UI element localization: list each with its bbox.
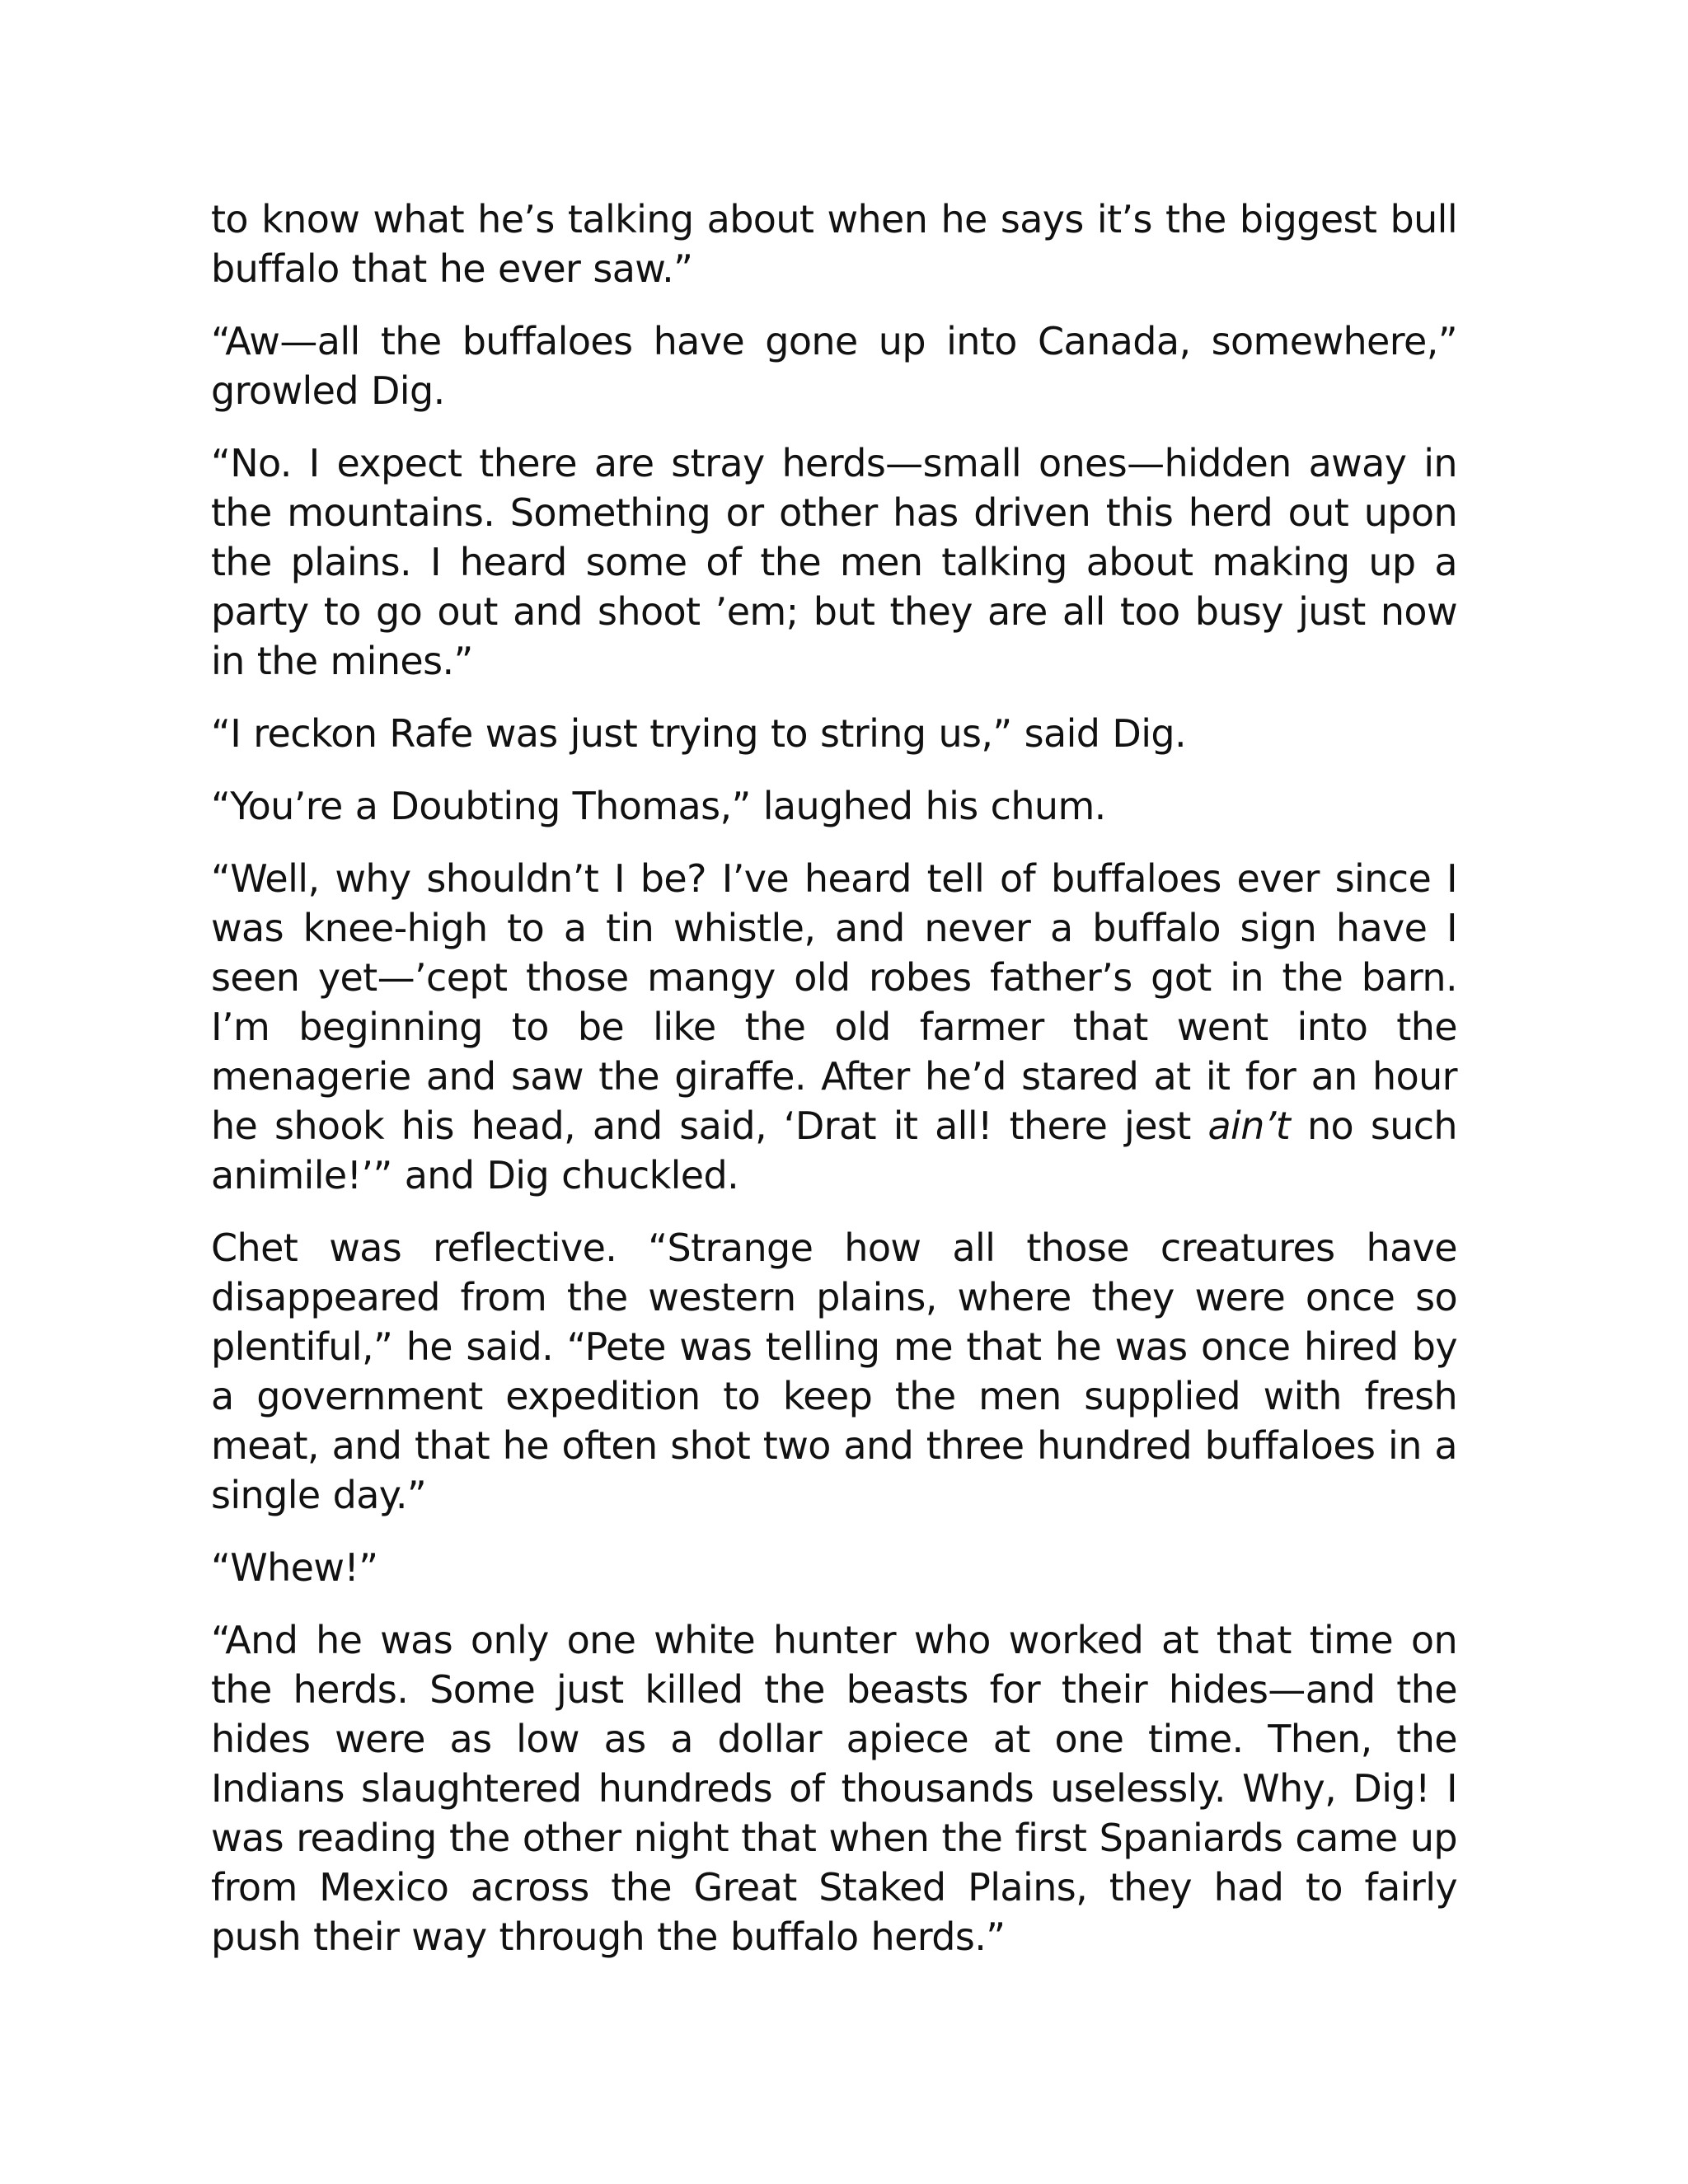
paragraph-1: to know what he’s talking about when he says it’s the biggest bull buffalo that he ever saw.”: [211, 197, 1457, 291]
paragraph-8: “Whew!”: [211, 1545, 378, 1590]
paragraph-6-after: no such animile!’” and Dig chuckled.: [211, 1104, 1457, 1197]
paragraph-5: “You’re a Doubting Thomas,” laughed his chum.: [211, 784, 1106, 828]
page-body: [211, 194, 1457, 1961]
paragraph-6-before: “Well, why shouldn’t I be? I’ve heard tell of buffaloes ever since I was knee-high to a tin whistle, and never a buffalo sign have I seen yet—’cept those mangy old robes father’s got in the barn. I’m beginning to be like the old farmer that went into the menagerie and saw the giraffe. After he’d stared at it for an hour he shook his head, and said, ‘Drat it all! there jest: [211, 856, 1457, 1148]
paragraph-7: Chet was reflective. “Strange how all those creatures have disappeared from the western plains, where they were once so plentiful,” he said. “Pete was telling me that he was once hired by a government expedition to keep the men supplied with fresh meat, and that he often shot two and three hundred buffaloes in a single day.”: [211, 1226, 1457, 1517]
paragraph-6-emphasis: ain’t: [1207, 1104, 1291, 1148]
paragraph-4: “I reckon Rafe was just trying to string us,” said Dig.: [211, 711, 1187, 756]
paragraph-9: “And he was only one white hunter who worked at that time on the herds. Some just killed the beasts for their hides—and the hides were as low as a dollar apiece at one time. Then, the Indians slaughtered hundreds of thousands uselessly. Why, Dig! I was reading the other night that when the first Spaniards came up from Mexico across the Great Staked Plains, they had to fairly push their way through the buffalo herds.”: [211, 1618, 1457, 1959]
paragraph-2: “Aw—all the buffaloes have gone up into Canada, somewhere,” growled Dig.: [211, 319, 1457, 413]
paragraph-6: [211, 854, 1457, 1200]
paragraph-3: “No. I expect there are stray herds—small ones—hidden away in the mountains. Something or other has driven this herd out upon the plains. I heard some of the men talking about making up a party to go out and shoot ’em; but they are all too busy just now in the mines.”: [211, 441, 1457, 683]
